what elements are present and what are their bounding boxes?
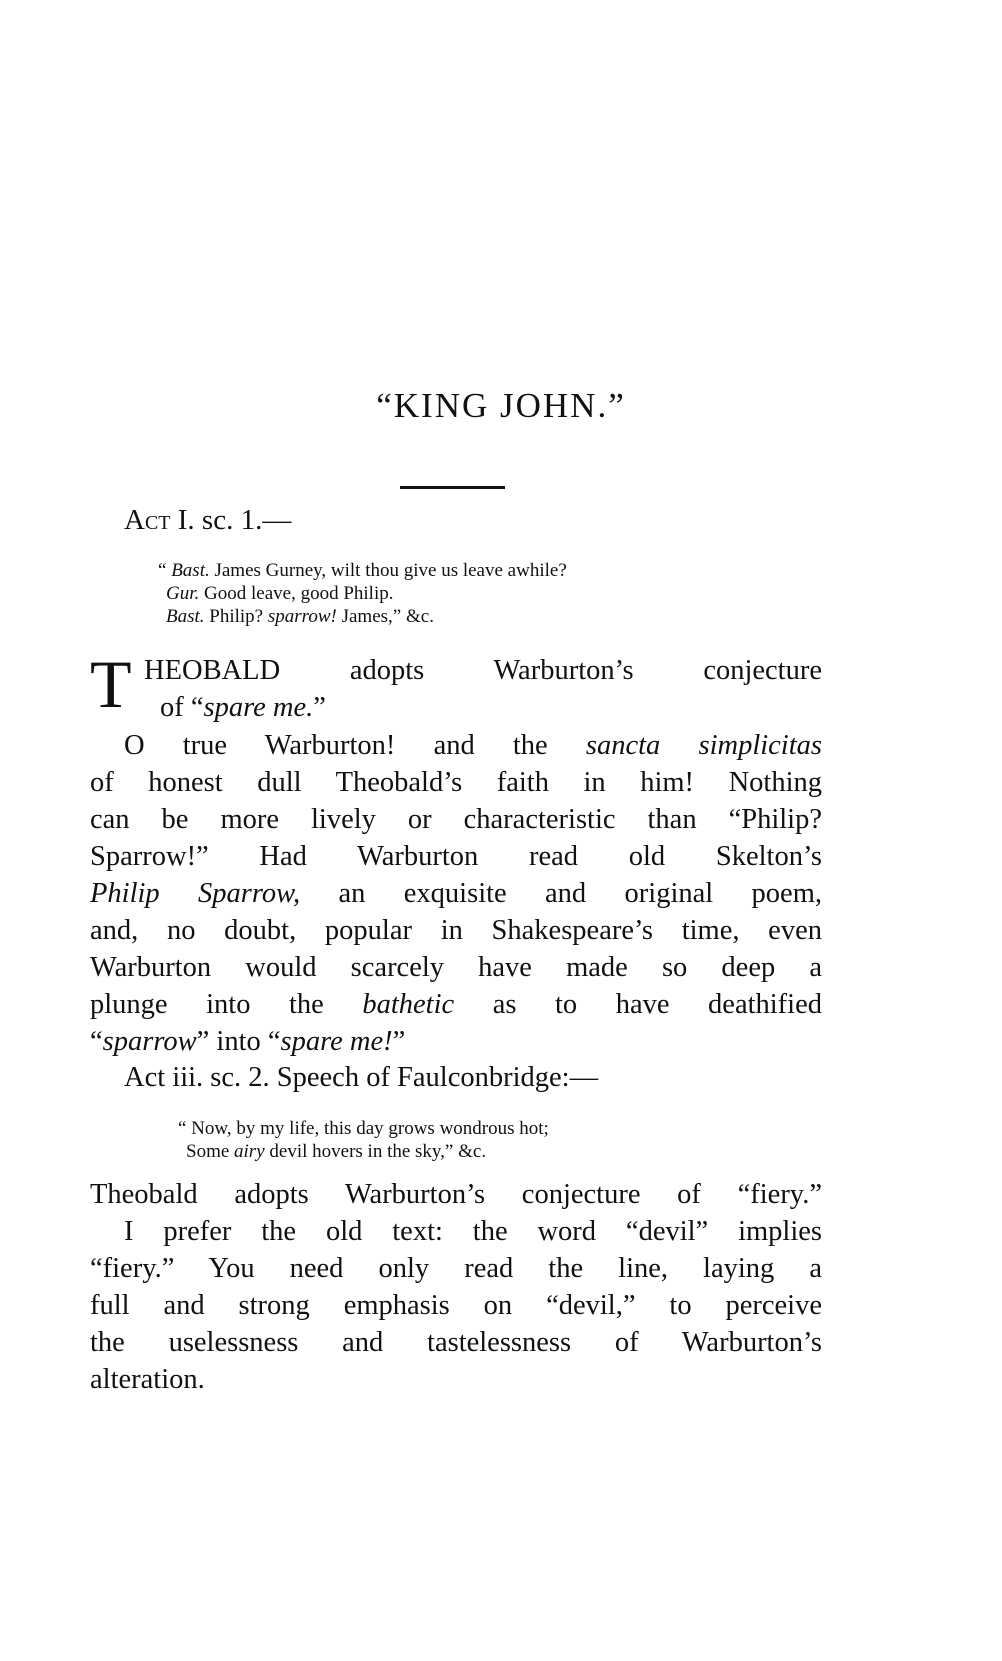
quotation-2: [178, 1117, 549, 1163]
paragraph-line: alteration.: [90, 1364, 205, 1395]
paragraph-line: full and strong emphasis on “devil,” to perceive: [90, 1290, 822, 1321]
paragraph-line: Warburton would scarcely have made so deep a: [90, 952, 822, 983]
paragraph-3: [90, 1176, 822, 1398]
quotation-1: [158, 559, 567, 628]
quotation-2-line: “ Now, by my life, this day grows wondrous hot;: [178, 1118, 549, 1139]
act-heading-3: Act iii. sc. 2. Speech of Faulconbridge:—: [124, 1062, 599, 1093]
quotation-2-line: Some airy devil hovers in the sky,” &c.: [186, 1141, 487, 1162]
paragraph-line: I prefer the old text: the word “devil” implies: [124, 1216, 822, 1247]
paragraph-1: [90, 646, 822, 726]
act-heading-1: Act I. sc. 1.—: [124, 504, 292, 536]
paragraph-line: can be more lively or characteristic than “Philip?: [90, 804, 822, 835]
paragraph-line: of honest dull Theobald’s faith in him! Nothing: [90, 767, 822, 798]
paragraph-line: and, no doubt, popular in Shakespeare’s time, even: [90, 915, 822, 946]
title-rule: [400, 486, 505, 489]
paragraph-line: plunge into the bathetic as to have deathified: [90, 989, 822, 1020]
paragraph-line: of “spare me.”: [160, 692, 326, 723]
paragraph-2: [90, 727, 822, 1060]
paragraph-line: “sparrow” into “spare me!”: [90, 1026, 406, 1057]
drop-cap: T: [90, 646, 132, 722]
page-title: “KING JOHN.”: [376, 386, 626, 425]
paragraph-line: Philip Sparrow, an exquisite and original poem,: [90, 878, 822, 909]
paragraph-line: Sparrow!” Had Warburton read old Skelton’s: [90, 841, 822, 872]
quotation-1-line: Gur. Good leave, good Philip.: [166, 583, 394, 604]
quotation-1-line: “ Bast. James Gurney, wilt thou give us leave awhile?: [158, 560, 567, 581]
quotation-1-line: Bast. Philip? sparrow! James,” &c.: [166, 606, 434, 627]
paragraph-line: “fiery.” You need only read the line, laying a: [90, 1253, 822, 1284]
paragraph-line: the uselessness and tastelessness of Warburton’s: [90, 1327, 822, 1358]
paragraph-line: Theobald adopts Warburton’s conjecture of “fiery.”: [90, 1179, 822, 1210]
paragraph-line: O true Warburton! and the sancta simplicitas: [124, 730, 822, 761]
paragraph-line: HEOBALD adopts Warburton’s conjecture: [144, 655, 822, 686]
